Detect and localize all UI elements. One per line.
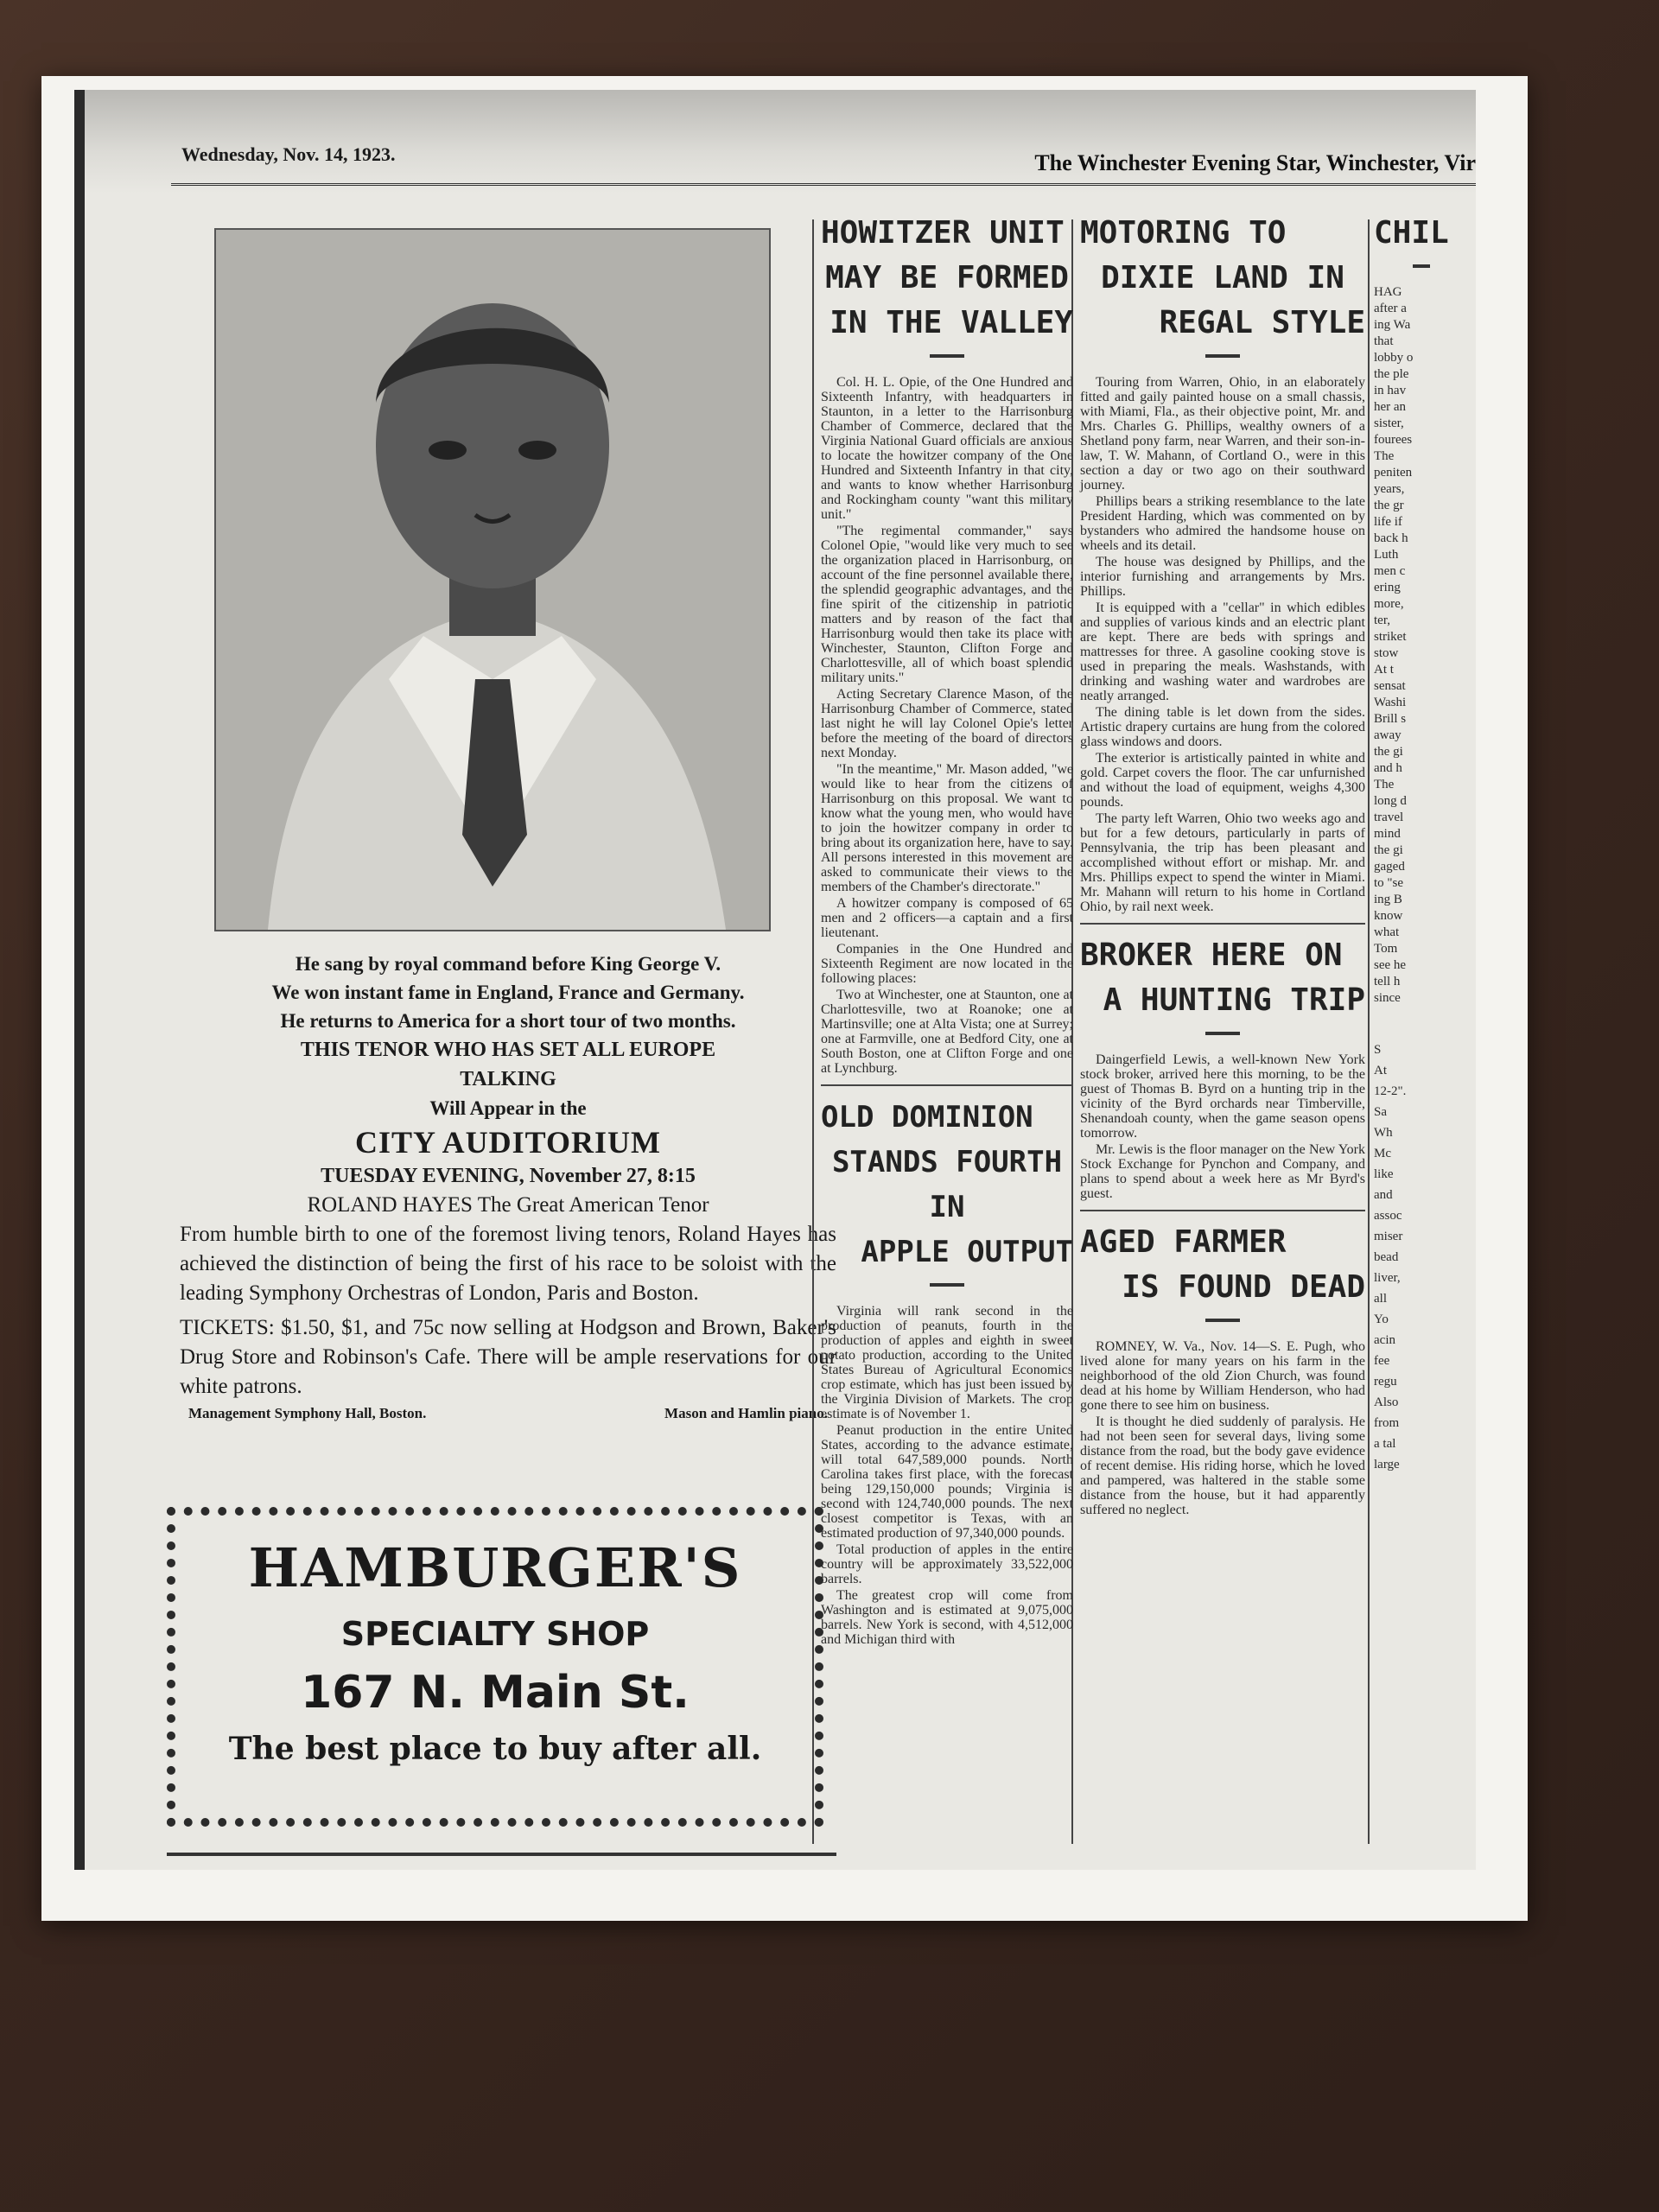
- edge-fragment-line: back h: [1374, 531, 1408, 545]
- edge-fragment-line: the ple: [1374, 367, 1409, 381]
- edge-lower-line: like: [1374, 1167, 1394, 1181]
- edge-lower-line: Sa: [1374, 1105, 1387, 1119]
- ad-footer: [171, 1405, 845, 1422]
- headline-dash: [1413, 264, 1430, 268]
- edge-lower-fragments: [1374, 1040, 1469, 1474]
- column-rule-1: [812, 219, 814, 1844]
- ad-management: Management Symphony Hall, Boston.: [188, 1405, 427, 1421]
- howitzer-paragraph: "In the meantime," Mr. Mason added, "we would like to hear from the citizens of Harrisonburg on this proposal. We want to know what the young men, who would have to join the howitzer company in order to bring about its organization here, have to say. All persons interested in this movement are asked to communicate their views to the members of the Chamber's directorate.": [821, 762, 1073, 894]
- edge-lower-line: a tal: [1374, 1437, 1396, 1451]
- old-dominion-headline-line-3: APPLE OUTPUT: [861, 1235, 1073, 1269]
- old-dominion-headline-line-1: OLD DOMINION: [821, 1100, 1033, 1135]
- bottom-rule: [167, 1853, 836, 1856]
- edge-fragment-line: sister,: [1374, 416, 1404, 430]
- edge-fragment-line: tell h: [1374, 975, 1401, 988]
- old-dominion-paragraph: The greatest crop will come from Washington and is estimated at 9,075,000 barrels. New York is second, with 4,512,000 and Michigan third with: [821, 1588, 1073, 1647]
- edge-lower-line: Mc: [1374, 1147, 1391, 1160]
- edge-fragment-line: the gi: [1374, 843, 1403, 857]
- edge-fragment-line: HAG: [1374, 285, 1402, 299]
- hamburgers-advertisement: [167, 1507, 823, 1827]
- hamburgers-shop: SPECIALTY SHOP: [340, 1615, 650, 1653]
- edge-fragment-line: see he: [1374, 958, 1407, 972]
- aged-farmer-headline-line-2: IS FOUND DEAD: [1122, 1269, 1365, 1305]
- howitzer-paragraph: Two at Winchester, one at Staunton, one at Charlottesville, two at Roanoke; one at Martinsville; one at Alta Vista; one at Surrey; one at Farmville, one at Bedford City, one at South Boston, one at Clifton Forge and one at Lynchburg.: [821, 988, 1073, 1076]
- edge-fragment-line: Luth: [1374, 548, 1399, 562]
- edge-fragment-line: men c: [1374, 564, 1406, 578]
- edge-fragment-line: and h: [1374, 761, 1402, 775]
- howitzer-headline-line-2: MAY BE FORMED: [825, 260, 1069, 296]
- newspaper-photocopy: [41, 76, 1528, 1921]
- old-dominion-paragraph: Virginia will rank second in the production of peanuts, fourth in the production of apples and eighth in sweet potato production, according to the United States Bureau of Agricultural Economics crop estimate, which has just been issued by the Virginia Division of Markets. The crop estimate is of November 1.: [821, 1304, 1073, 1421]
- ad-line-1: He sang by royal command before King George V.: [295, 953, 721, 975]
- ad-description: From humble birth to one of the foremost living tenors, Roland Hayes has achieved the distinction of being the first of his race to be soloist with the leading Symphony Orchestras of London, Paris and Boston.: [180, 1223, 836, 1305]
- edge-fragment-line: The: [1374, 449, 1395, 463]
- masthead: [85, 90, 1476, 194]
- howitzer-paragraph: Col. H. L. Opie, of the One Hundred and Sixteenth Infantry, with headquarters in Staunton, in a letter to the Harrisonburg Chamber of Commerce, declared that the Virginia National Guard officials are anxious to locate the howitzer company of the One Hundred and Sixteenth Infantry in that city, and wants to know whether Harrisonburg and Rockingham county "want this military unit.": [821, 375, 1073, 522]
- edge-fragment-line: sensat: [1374, 679, 1406, 693]
- broker-paragraph: Mr. Lewis is the floor manager on the New York Stock Exchange for Pynchon and Company, and plans to spend about a week here as Mr Byrd's guest.: [1080, 1142, 1365, 1201]
- ad-will-appear: Will Appear in the: [429, 1097, 587, 1119]
- edge-fragment-line: know: [1374, 909, 1403, 923]
- aged-farmer-paragraph: It is thought he died suddenly of paralysis. He had not been seen for several days, living some distance from the road, but the body gave evidence of recent demise. His riding horse, which he loved and pampered, was haltered in the stable some distance from the house, but it had apparently suffered no neglect.: [1080, 1414, 1365, 1517]
- edge-fragment-line: that: [1374, 334, 1394, 348]
- edge-lower-line: acin: [1374, 1333, 1395, 1347]
- motoring-paragraph: The house was designed by Phillips, and the interior furnishing and arrangements by Mrs. Phillips.: [1080, 555, 1365, 599]
- masthead-rule: [171, 183, 1476, 186]
- edge-lower-line: Also: [1374, 1395, 1399, 1409]
- broker-article: [1080, 923, 1365, 1201]
- hamburgers-slogan: The best place to buy after all.: [228, 1731, 762, 1767]
- broker-headline-line-1: BROKER HERE ON: [1080, 938, 1343, 973]
- howitzer-headline-line-1: HOWITZER UNIT: [821, 215, 1065, 251]
- ad-performer: ROLAND HAYES The Great American Tenor: [307, 1193, 709, 1217]
- edge-lower-line: liver,: [1374, 1271, 1401, 1285]
- edge-fragment-line: peniten: [1374, 466, 1413, 480]
- edge-fragment-line: her an: [1374, 400, 1407, 414]
- hamburgers-name: HAMBURGER'S: [248, 1536, 742, 1599]
- edge-lower-line: assoc: [1374, 1209, 1402, 1223]
- edge-fragment-line: The: [1374, 778, 1395, 791]
- motoring-paragraph: It is equipped with a "cellar" in which edibles and supplies of various kinds and an electric plant are kept. There are beds with springs and mattresses for three. A gasoline cooking stove is used in preparing the meals. Washstands, with drinking and washing water and wardrobes are neatly arranged.: [1080, 601, 1365, 703]
- howitzer-paragraph: "The regimental commander," says Colonel Opie, "would like very much to see the organization placed in Harrisonburg, on account of the fine personnel available there, the splendid geographic advantages, and the fine spirit of the citizenship in patriotic matters and by reason of the fact that Harrisonburg would then take its place with Winchester, Staunton, Clifton Forge and Charlottesville, all of which boast splendid military units.": [821, 524, 1073, 685]
- edge-fragment-line: more,: [1374, 597, 1404, 611]
- edge-fragment-line: Brill s: [1374, 712, 1407, 726]
- edge-fragment-line: to "se: [1374, 876, 1404, 890]
- column-edge: [1374, 211, 1469, 1476]
- old-dominion-paragraph: Peanut production in the entire United States, according to the advance estimate, will total 647,589,000 pounds. North Carolina takes first place, with the forecast being 129,150,000 pounds; Virginia is second with 124,740,000 pounds. The next closest competitor is Texas, with an estimated production of 97,340,000 pounds.: [821, 1423, 1073, 1541]
- edge-fragment-line: gaged: [1374, 860, 1405, 874]
- edge-lower-line: large: [1374, 1458, 1400, 1471]
- motoring-headline-line-3: REGAL STYLE: [1159, 305, 1365, 340]
- edge-fragment-line: At t: [1374, 663, 1394, 677]
- howitzer-headline: [821, 211, 1073, 346]
- edge-lower-line: S: [1374, 1043, 1382, 1057]
- masthead-date: Wednesday, Nov. 14, 1923.: [181, 143, 396, 165]
- headline-dash: [1205, 1032, 1240, 1035]
- edge-fragment-line: life if: [1374, 515, 1402, 529]
- edge-lower-line: Wh: [1374, 1126, 1393, 1140]
- masthead-paper-name: The Winchester Evening Star, Winchester, Vir: [1034, 150, 1476, 175]
- edge-fragment-line: the gr: [1374, 499, 1404, 512]
- broker-paragraph: Daingerfield Lewis, a well-known New York stock broker, arrived here this morning, to be the guest of Thomas B. Byrd on a hunting trip in the vicinity of the Byrd orchards near Timberville, Shenandoah county, when the game season opens tomorrow.: [1080, 1052, 1365, 1141]
- column-rule-3: [1368, 219, 1370, 1844]
- ad-tickets: TICKETS: $1.50, $1, and 75c now selling at Hodgson and Brown, Baker's Drug Store and Robinson's Cafe. There will be ample reservations for our white patrons.: [180, 1316, 836, 1398]
- edge-fragment-line: travel: [1374, 810, 1404, 824]
- headline-dash: [1205, 354, 1240, 358]
- edge-lower-line: miser: [1374, 1230, 1403, 1243]
- edge-fragment-line: away: [1374, 728, 1402, 742]
- edge-fragment-line: striket: [1374, 630, 1407, 644]
- ad-line-3: He returns to America for a short tour of two months.: [280, 1010, 736, 1032]
- edge-lower-line: Yo: [1374, 1313, 1389, 1326]
- motoring-paragraph: The exterior is artistically painted in white and gold. Carpet covers the floor. The car unfurnished and without the load of equipment, weighs 4,300 pounds.: [1080, 751, 1365, 810]
- headline-dash: [930, 1283, 964, 1287]
- edge-fragment-line: long d: [1374, 794, 1407, 808]
- motoring-paragraph: Touring from Warren, Ohio, in an elaborately fitted and gaily painted house on a small chassis, with Miami, Fla., as their objective point, Mr. and Mrs. Charles G. Phillips, wealthy owners of a Shetland pony farm, near Warren, and their son-in-law, T. W. Mahann, of Cortland O., were in this section a day or two ago on their southward journey.: [1080, 375, 1365, 493]
- headline-dash: [930, 354, 964, 358]
- motoring-headline: [1080, 211, 1365, 346]
- motoring-headline-line-1: MOTORING TO: [1080, 215, 1287, 251]
- edge-fragment-line: ering: [1374, 581, 1401, 594]
- howitzer-paragraph: A howitzer company is composed of 65 men and 2 officers—a captain and a first lieutenant.: [821, 896, 1073, 940]
- concert-advertisement: [171, 950, 845, 1422]
- edge-fragment-line: after a: [1374, 302, 1407, 315]
- edge-fragment-line: Washi: [1374, 696, 1407, 709]
- tenor-portrait-photo: [214, 228, 771, 931]
- aged-farmer-headline-line-1: AGED FARMER: [1080, 1224, 1287, 1260]
- edge-fragment-line: years,: [1374, 482, 1405, 496]
- howitzer-paragraph: Companies in the One Hundred and Sixteenth Regiment are now located in the following places:: [821, 942, 1073, 986]
- edge-lower-line: all: [1374, 1292, 1387, 1306]
- aged-farmer-article: [1080, 1210, 1365, 1517]
- ad-tenor-title-2: TALKING: [460, 1068, 556, 1090]
- edge-fragments: [1374, 285, 1469, 1006]
- edge-fragment-line: ing B: [1374, 893, 1402, 906]
- edge-lower-line: fee: [1374, 1354, 1390, 1368]
- aged-farmer-paragraph: ROMNEY, W. Va., Nov. 14—S. E. Pugh, who lived alone for many years on his farm in the neighborhood of the old Zion Church, was found dead at his home by William Henderson, who had gone there to see him on business.: [1080, 1339, 1365, 1413]
- column-motoring: [1080, 211, 1365, 1519]
- ad-venue: CITY AUDITORIUM: [354, 1125, 662, 1160]
- edge-fragment-line: ing Wa: [1374, 318, 1411, 332]
- edge-lower-line: regu: [1374, 1375, 1397, 1389]
- ad-tenor-title-1: THIS TENOR WHO HAS SET ALL EUROPE: [300, 1039, 716, 1061]
- edge-fragment-line: mind: [1374, 827, 1401, 841]
- motoring-paragraph: The party left Warren, Ohio two weeks ago and but for a few detours, particularly in parts of Pennsylvania, the trip has been pleasant and accomplished without effort or mishap. Mr. and Mrs. Phillips expect to spend the winter in Miami. Mr. Mahann will return to his home in Cortland Ohio, by rail next week.: [1080, 811, 1365, 914]
- newspaper-page: [85, 90, 1476, 1870]
- aged-farmer-headline: [1080, 1220, 1365, 1310]
- edge-lower-line: bead: [1374, 1250, 1399, 1264]
- motoring-paragraph: The dining table is let down from the sides. Artistic drapery curtains are hung from the colored glass windows and doors.: [1080, 705, 1365, 749]
- edge-lower-line: At: [1374, 1064, 1387, 1077]
- column-howitzer: [821, 211, 1073, 1649]
- hamburgers-address: 167 N. Main St.: [301, 1667, 690, 1719]
- edge-fragment-line: what: [1374, 925, 1400, 939]
- ad-date: TUESDAY EVENING, November 27, 8:15: [321, 1165, 696, 1187]
- edge-fragment-line: since: [1374, 991, 1401, 1005]
- motoring-paragraph: Phillips bears a striking resemblance to the late President Harding, which was commented on by bystanders who admired the handsome house on wheels and its detail.: [1080, 494, 1365, 553]
- edge-lower-line: 12-2".: [1374, 1084, 1407, 1098]
- old-dominion-headline-line-2: STANDS FOURTH IN: [831, 1145, 1063, 1224]
- old-dominion-headline: [821, 1095, 1073, 1274]
- broker-headline: [1080, 933, 1365, 1023]
- ad-piano: Mason and Hamlin piano.: [664, 1405, 828, 1421]
- howitzer-paragraph: Acting Secretary Clarence Mason, of the Harrisonburg Chamber of Commerce, stated last night he will lay Colonel Opie's letter before the meeting of the board of directors next Monday.: [821, 687, 1073, 760]
- edge-fragment-line: the gi: [1374, 745, 1403, 759]
- edge-fragment-line: stow: [1374, 646, 1399, 660]
- edge-fragment-line: lobby o: [1374, 351, 1414, 365]
- old-dominion-article: [821, 1084, 1073, 1647]
- edge-lower-line: and: [1374, 1188, 1393, 1202]
- howitzer-headline-line-3: IN THE VALLEY: [830, 305, 1073, 340]
- edge-fragment-line: ter,: [1374, 613, 1390, 627]
- edge-fragment-line: Tom: [1374, 942, 1398, 956]
- motoring-headline-line-2: DIXIE LAND IN: [1101, 260, 1344, 296]
- edge-headline: CHIL: [1374, 215, 1449, 251]
- edge-fragment-line: in hav: [1374, 384, 1407, 397]
- ad-line-2: We won instant fame in England, France and Germany.: [271, 982, 745, 1003]
- broker-headline-line-2: A HUNTING TRIP: [1103, 982, 1365, 1018]
- old-dominion-paragraph: Total production of apples in the entire country will be approximately 33,522,000 barrels.: [821, 1542, 1073, 1586]
- headline-dash: [1205, 1319, 1240, 1322]
- edge-fragment-line: fourees: [1374, 433, 1413, 447]
- edge-lower-line: from: [1374, 1416, 1400, 1430]
